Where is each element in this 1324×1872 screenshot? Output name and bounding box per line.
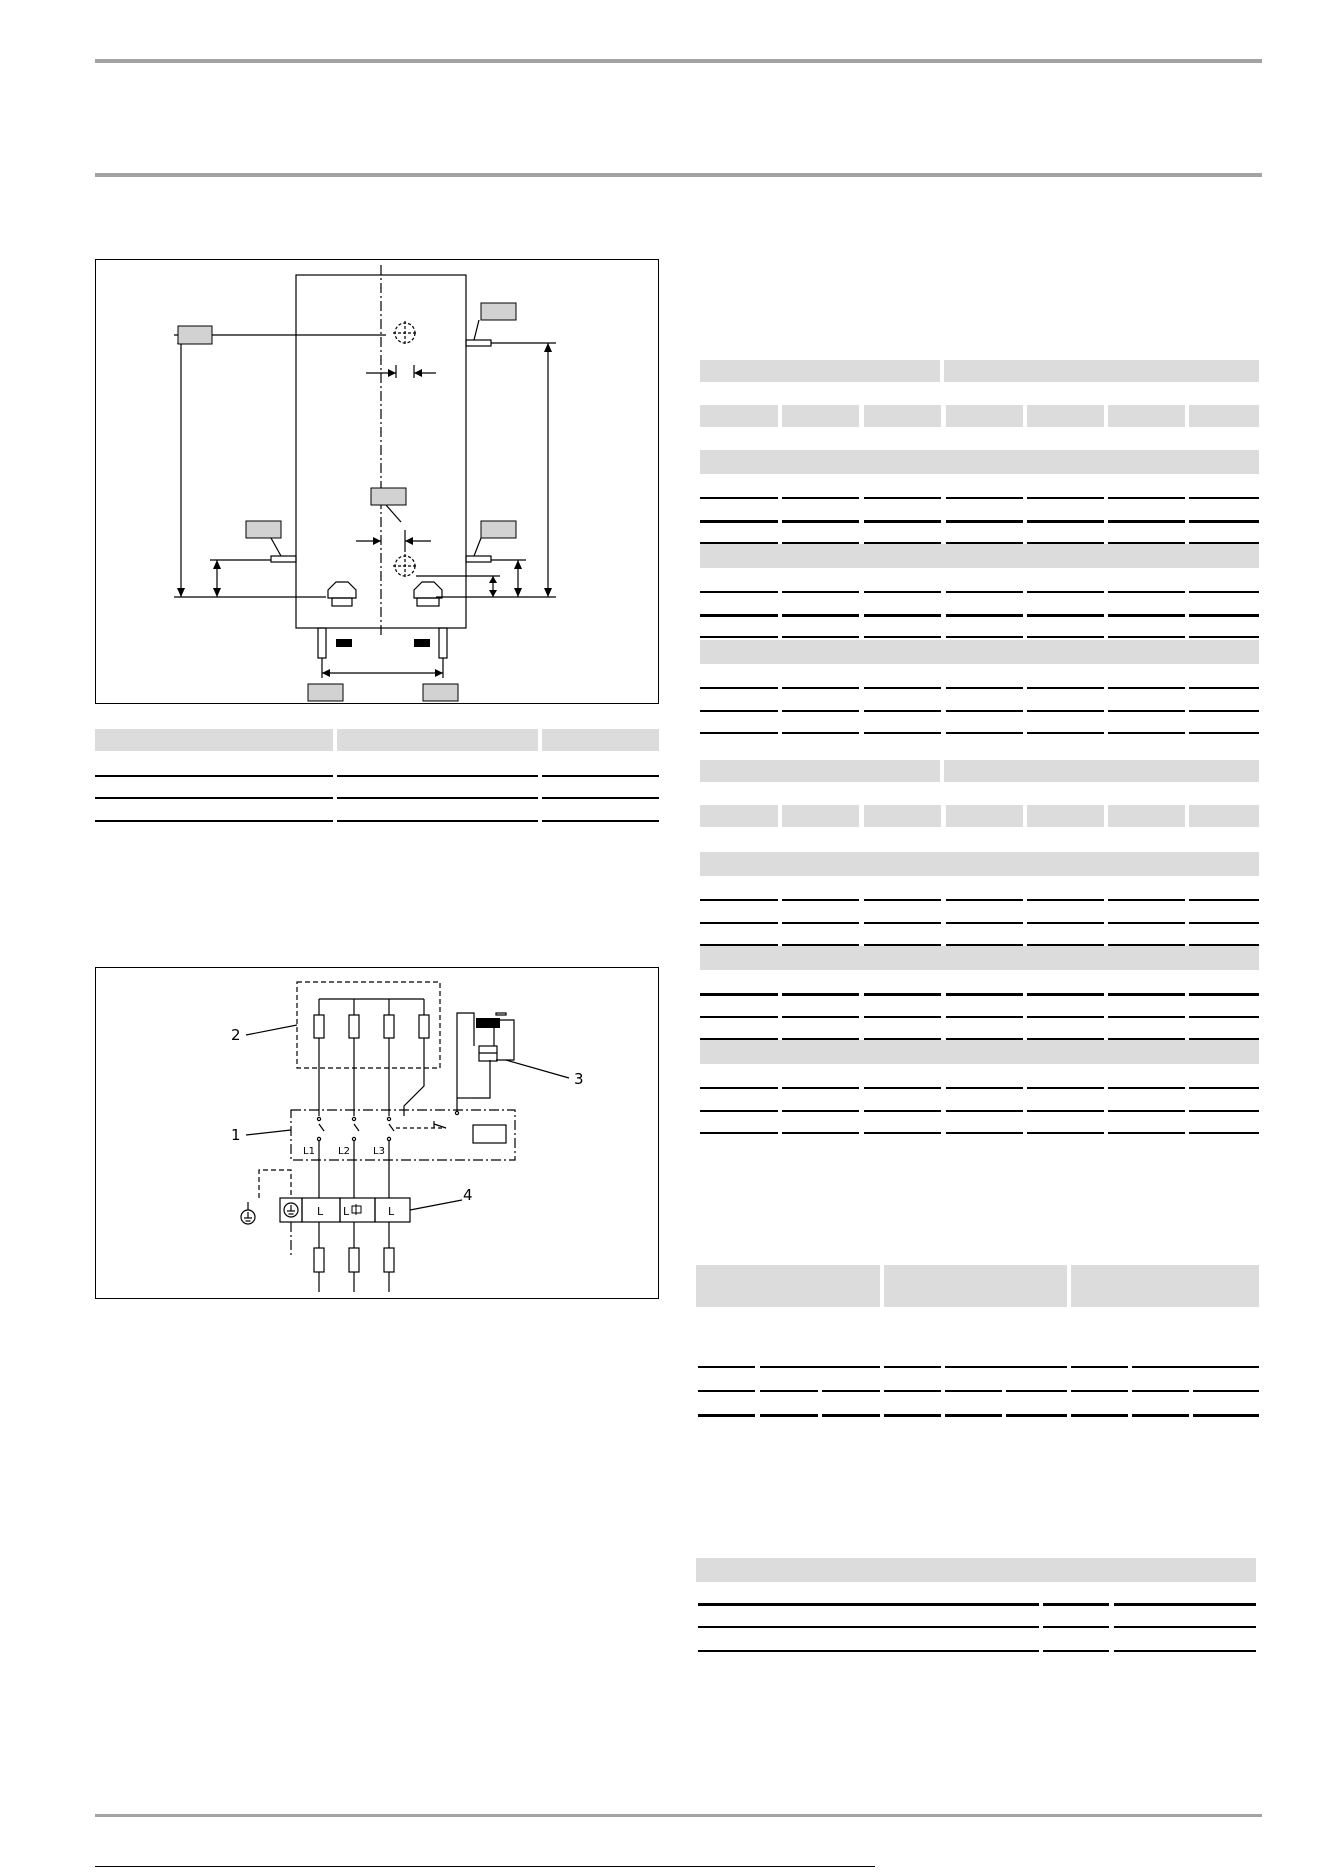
table-row-rule — [700, 497, 778, 499]
table-row-rule — [864, 687, 941, 689]
table-row-rule — [700, 1132, 778, 1134]
table-row-rule — [1108, 497, 1185, 499]
table-section-bar — [700, 450, 1259, 474]
table5-row-rule — [760, 1366, 880, 1368]
table-row-rule — [782, 899, 859, 901]
table-row-rule — [1027, 636, 1104, 638]
table-row-rule — [1189, 520, 1259, 523]
table-row-rule — [946, 614, 1023, 617]
table1-header-cell-1 — [95, 729, 333, 751]
table5-row-rule — [698, 1390, 755, 1392]
table-row-rule — [782, 614, 859, 617]
table-row-rule — [1027, 687, 1104, 689]
table1-row-rule — [337, 820, 538, 822]
table-row-rule — [782, 993, 859, 996]
table1-row-rule — [95, 797, 333, 799]
table5-row-rule — [698, 1366, 755, 1368]
table-header-group-2 — [944, 760, 1259, 782]
table5-row-rule — [698, 1414, 755, 1417]
table-row-rule — [1108, 1110, 1185, 1112]
switch-label-l2: L2 — [338, 1146, 350, 1157]
table5-row-rule — [884, 1390, 941, 1392]
table5-row-rule — [1006, 1390, 1067, 1392]
terminal-label-l1: L — [317, 1205, 324, 1218]
table-subheader-cell — [782, 405, 859, 427]
table-section-bar — [700, 1040, 1259, 1064]
table5-header-cell-2 — [884, 1265, 1067, 1307]
table6-row-rule — [1114, 1603, 1256, 1606]
table1-row-rule — [95, 820, 333, 822]
table-row-rule — [1189, 1132, 1259, 1134]
table-subheader-cell — [946, 805, 1023, 827]
table5-row-rule — [1071, 1414, 1128, 1417]
table-row-rule — [700, 993, 778, 996]
table-row-rule — [700, 732, 778, 734]
table-row-rule — [700, 636, 778, 638]
table-header-group-1 — [700, 360, 940, 382]
table6-row-rule — [1114, 1650, 1256, 1652]
table-row-rule — [864, 1132, 941, 1134]
table-row-rule — [1108, 899, 1185, 901]
table-row-rule — [864, 520, 941, 523]
table-row-rule — [1027, 1087, 1104, 1089]
table-row-rule — [1108, 732, 1185, 734]
callout-4: 4 — [463, 1186, 473, 1204]
header-rule-bottom — [95, 173, 1262, 177]
table-subheader-cell — [700, 405, 778, 427]
table-subheader-cell — [946, 405, 1023, 427]
table-row-rule — [700, 591, 778, 593]
table-row-rule — [864, 614, 941, 617]
table-row-rule — [782, 591, 859, 593]
table1-row-rule — [542, 775, 659, 777]
table-row-rule — [782, 687, 859, 689]
table-row-rule — [1027, 993, 1104, 996]
table-row-rule — [1108, 922, 1185, 924]
table-row-rule — [864, 1110, 941, 1112]
table-row-rule — [1027, 497, 1104, 499]
table-row-rule — [700, 687, 778, 689]
table-row-rule — [782, 710, 859, 712]
table5-row-rule — [884, 1414, 941, 1417]
table5-row-rule — [1071, 1390, 1128, 1392]
table-row-rule — [946, 732, 1023, 734]
table5-row-rule — [760, 1414, 818, 1417]
table-row-rule — [1108, 687, 1185, 689]
table-row-rule — [782, 1087, 859, 1089]
callout-2: 2 — [231, 1026, 241, 1044]
table-row-rule — [700, 710, 778, 712]
table-row-rule — [864, 710, 941, 712]
table-row-rule — [1189, 591, 1259, 593]
table5-row-rule — [945, 1390, 1002, 1392]
table-row-rule — [700, 1110, 778, 1112]
table6-header — [696, 1558, 1256, 1582]
switch-label-l1: L1 — [303, 1146, 315, 1157]
table5-row-rule — [1132, 1390, 1189, 1392]
table-row-rule — [1189, 636, 1259, 638]
table-row-rule — [1108, 710, 1185, 712]
table-row-rule — [946, 993, 1023, 996]
table-subheader-cell — [782, 805, 859, 827]
table-row-rule — [864, 732, 941, 734]
table-section-bar — [700, 544, 1259, 568]
table6-row-rule — [1043, 1626, 1109, 1628]
terminal-label-l2: L — [343, 1205, 350, 1218]
dimension-drawing-frame — [95, 259, 659, 704]
table-row-rule — [1108, 636, 1185, 638]
table-subheader-cell — [864, 805, 941, 827]
table-row-rule — [1108, 993, 1185, 996]
table-row-rule — [1027, 520, 1104, 523]
table-row-rule — [864, 1087, 941, 1089]
table-subheader-cell — [1189, 805, 1259, 827]
table-row-rule — [700, 1087, 778, 1089]
table-row-rule — [946, 636, 1023, 638]
table-row-rule — [864, 922, 941, 924]
switch-box — [291, 1110, 515, 1160]
table6-row-rule — [698, 1650, 1039, 1652]
table-row-rule — [782, 1016, 859, 1018]
table1-header-cell-3 — [542, 729, 659, 751]
table5-row-rule — [945, 1366, 1067, 1368]
table-row-rule — [700, 922, 778, 924]
table-row-rule — [1027, 922, 1104, 924]
callout-1: 1 — [231, 1126, 241, 1144]
table-row-rule — [946, 899, 1023, 901]
table-row-rule — [1108, 520, 1185, 523]
table-row-rule — [864, 497, 941, 499]
table-row-rule — [782, 497, 859, 499]
table-subheader-cell — [1189, 405, 1259, 427]
table5-row-rule — [760, 1390, 818, 1392]
terminal-label-l3: L — [388, 1205, 395, 1218]
table-subheader-cell — [1108, 805, 1185, 827]
table-row-rule — [946, 710, 1023, 712]
header-rule-top — [95, 59, 1262, 63]
table-subheader-cell — [700, 805, 778, 827]
table-row-rule — [1189, 614, 1259, 617]
table5-row-rule — [884, 1366, 941, 1368]
table5-row-rule — [1006, 1414, 1067, 1417]
table-row-rule — [782, 520, 859, 523]
table-row-rule — [1189, 922, 1259, 924]
table1-row-rule — [95, 775, 333, 777]
switch-label-l3: L3 — [373, 1146, 385, 1157]
table-row-rule — [946, 1016, 1023, 1018]
table-section-bar — [700, 852, 1259, 876]
table-row-rule — [946, 591, 1023, 593]
table-subheader-cell — [1108, 405, 1185, 427]
table1-row-rule — [337, 797, 538, 799]
table-header-group-2 — [944, 360, 1259, 382]
table-row-rule — [1027, 1016, 1104, 1018]
table-row-rule — [946, 922, 1023, 924]
table-section-bar — [700, 640, 1259, 664]
table-row-rule — [782, 1110, 859, 1112]
table5-row-rule — [1132, 1414, 1189, 1417]
table-row-rule — [1108, 614, 1185, 617]
table-row-rule — [1027, 732, 1104, 734]
table-row-rule — [946, 1087, 1023, 1089]
table-row-rule — [1108, 1132, 1185, 1134]
table-row-rule — [700, 614, 778, 617]
table5-row-rule — [822, 1390, 880, 1392]
table6-row-rule — [1043, 1650, 1109, 1652]
table-row-rule — [1189, 899, 1259, 901]
table-row-rule — [864, 993, 941, 996]
table-row-rule — [1027, 591, 1104, 593]
table-row-rule — [782, 922, 859, 924]
table-row-rule — [1108, 1016, 1185, 1018]
table-row-rule — [1027, 899, 1104, 901]
table-row-rule — [1027, 1132, 1104, 1134]
table5-row-rule — [822, 1414, 880, 1417]
table-row-rule — [1027, 614, 1104, 617]
table5-row-rule — [1193, 1390, 1259, 1392]
table5-header-cell-3 — [1071, 1265, 1259, 1307]
table-subheader-cell — [1027, 405, 1104, 427]
wiring-diagram-frame — [95, 967, 659, 1299]
table6-row-rule — [698, 1603, 1039, 1606]
table-row-rule — [700, 1016, 778, 1018]
table6-row-rule — [1043, 1603, 1109, 1606]
table-row-rule — [1189, 1016, 1259, 1018]
table-row-rule — [700, 520, 778, 523]
table-header-group-1 — [700, 760, 940, 782]
table-row-rule — [1189, 993, 1259, 996]
table-row-rule — [946, 1132, 1023, 1134]
footer-rule — [95, 1814, 1262, 1817]
table1-row-rule — [542, 820, 659, 822]
table5-row-rule — [945, 1414, 1002, 1417]
table-row-rule — [700, 899, 778, 901]
footer-thin-line — [95, 1866, 875, 1867]
table6-row-rule — [698, 1626, 1039, 1628]
table-row-rule — [1189, 497, 1259, 499]
table-row-rule — [1189, 710, 1259, 712]
table-subheader-cell — [1027, 805, 1104, 827]
table5-row-rule — [1071, 1366, 1128, 1368]
table1-row-rule — [337, 775, 538, 777]
table-row-rule — [782, 732, 859, 734]
table-row-rule — [1108, 591, 1185, 593]
table-row-rule — [864, 591, 941, 593]
table-row-rule — [1027, 1110, 1104, 1112]
table-row-rule — [946, 497, 1023, 499]
table-row-rule — [1189, 687, 1259, 689]
table-row-rule — [864, 636, 941, 638]
table-row-rule — [1189, 732, 1259, 734]
table-row-rule — [946, 687, 1023, 689]
table-subheader-cell — [864, 405, 941, 427]
table-section-bar — [700, 946, 1259, 970]
table-row-rule — [1189, 1110, 1259, 1112]
table6-row-rule — [1114, 1626, 1256, 1628]
table5-header-cell-1 — [696, 1265, 880, 1307]
table-row-rule — [1027, 710, 1104, 712]
table1-row-rule — [542, 797, 659, 799]
callout-3: 3 — [574, 1070, 584, 1088]
table-row-rule — [946, 1110, 1023, 1112]
dimension-drawing — [96, 260, 660, 705]
wiring-diagram — [96, 968, 660, 1300]
table-row-rule — [946, 520, 1023, 523]
table-row-rule — [864, 899, 941, 901]
table5-row-rule — [1132, 1366, 1259, 1368]
table-row-rule — [782, 636, 859, 638]
table5-row-rule — [1193, 1414, 1259, 1417]
table-row-rule — [864, 1016, 941, 1018]
table1-header-cell-2 — [337, 729, 538, 751]
table-row-rule — [1108, 1087, 1185, 1089]
table-row-rule — [782, 1132, 859, 1134]
table-row-rule — [1189, 1087, 1259, 1089]
